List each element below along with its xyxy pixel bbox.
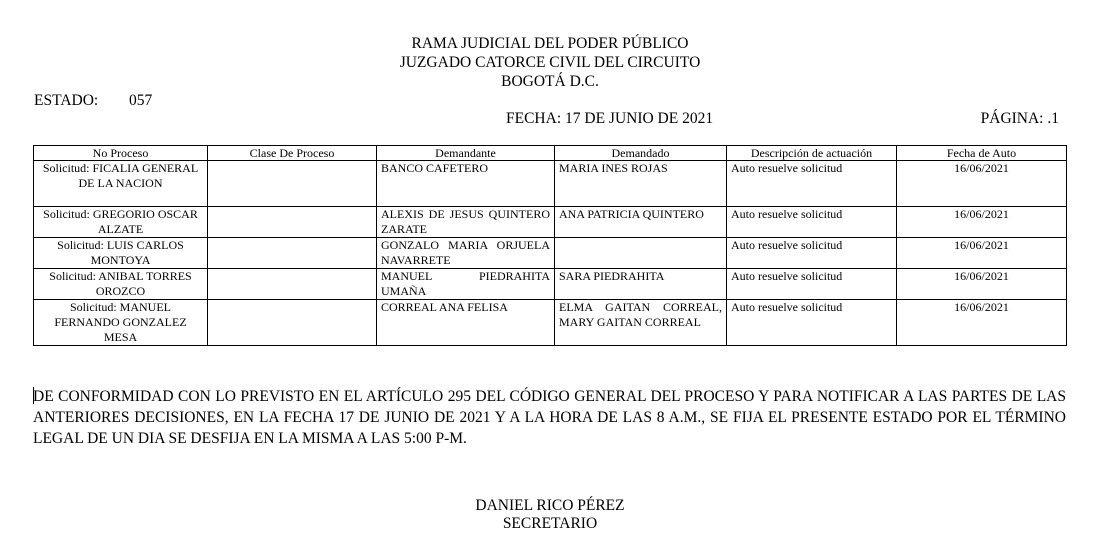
cell-demandado: MARIA INES ROJAS (555, 161, 727, 207)
table-row (34, 269, 1067, 300)
column-header-demandado: Demandado (555, 146, 727, 161)
cell-demandado: SARA PIEDRAHITA (555, 269, 727, 300)
cell-clase-proceso (208, 269, 377, 300)
table-row (34, 300, 1067, 346)
court-name: JUZGADO CATORCE CIVIL DEL CIRCUITO (399, 54, 701, 71)
cell-no-proceso: Solicitud: ANIBAL TORRES OROZCO (34, 269, 208, 300)
cell-clase-proceso (208, 161, 377, 207)
table-row (34, 207, 1067, 238)
column-header-fecha-auto: Fecha de Auto (897, 146, 1067, 161)
cell-demandante: BANCO CAFETERO (377, 161, 555, 207)
notification-paragraph: DE CONFORMIDAD CON LO PREVISTO EN EL ARTÍCULO 295 DEL CÓDIGO GENERAL DEL PROCESO Y PARA NOTIFICAR A LAS PARTES DE LAS ANTERIORES DECISIONES, EN LA FECHA 17 DE JUNIO DE 2021 Y A LA HORA DE LAS 8 A.M., SE FIJA EL PRESENTE ESTADO POR EL TÉRMINO LEGAL DE UN DIA SE DESFIJA EN LA MISMA A LAS 5:00 P-M. (33, 388, 1066, 447)
cell-descripcion: Auto resuelve solicitud (727, 161, 897, 207)
cell-fecha-auto: 16/06/2021 (897, 161, 1067, 207)
cell-clase-proceso (208, 238, 377, 269)
court-city: BOGOTÁ D.C. (501, 73, 599, 90)
cell-descripcion: Auto resuelve solicitud (727, 238, 897, 269)
cell-clase-proceso (208, 207, 377, 238)
signature-name: DANIEL RICO PÉREZ (475, 497, 625, 514)
estado-label: ESTADO: (34, 92, 99, 109)
cell-no-proceso: Solicitud: MANUEL FERNANDO GONZALEZ MESA (34, 300, 208, 346)
cell-demandante: GONZALO MARIA ORJUELA NAVARRETE (377, 238, 555, 269)
column-header-no-proceso: No Proceso (34, 146, 208, 161)
table-header-row (34, 146, 1067, 161)
signature-title: SECRETARIO (502, 515, 598, 532)
table-row (34, 161, 1067, 207)
cell-demandado: ELMA GAITAN CORREAL, MARY GAITAN CORREAL (555, 300, 727, 346)
cell-demandante: MANUEL PIEDRAHITA UMAÑA (377, 269, 555, 300)
cell-no-proceso: Solicitud: GREGORIO OSCAR ALZATE (34, 207, 208, 238)
cell-no-proceso: Solicitud: LUIS CARLOS MONTOYA (34, 238, 208, 269)
cell-fecha-auto: 16/06/2021 (897, 238, 1067, 269)
court-branch-title: RAMA JUDICIAL DEL PODER PÚBLICO (411, 35, 689, 52)
cell-fecha-auto: 16/06/2021 (897, 269, 1067, 300)
cell-descripcion: Auto resuelve solicitud (727, 207, 897, 238)
cell-fecha-auto: 16/06/2021 (897, 300, 1067, 346)
cell-fecha-auto: 16/06/2021 (897, 207, 1067, 238)
column-header-descripcion: Descripción de actuación (727, 146, 897, 161)
estado-table (33, 145, 1067, 346)
column-header-clase-proceso: Clase De Proceso (208, 146, 377, 161)
cell-clase-proceso (208, 300, 377, 346)
page-number: PÁGINA: .1 (980, 110, 1059, 127)
cell-demandado: ANA PATRICIA QUINTERO (555, 207, 727, 238)
cell-descripcion: Auto resuelve solicitud (727, 300, 897, 346)
table-row (34, 238, 1067, 269)
column-header-demandante: Demandante (377, 146, 555, 161)
cell-demandado (555, 238, 727, 269)
cell-descripcion: Auto resuelve solicitud (727, 269, 897, 300)
estado-number: 057 (129, 92, 153, 109)
document-date: FECHA: 17 DE JUNIO DE 2021 (506, 110, 714, 127)
cell-no-proceso: Solicitud: FICALIA GENERAL DE LA NACION (34, 161, 208, 207)
cell-demandante: ALEXIS DE JESUS QUINTERO ZARATE (377, 207, 555, 238)
cell-demandante: CORREAL ANA FELISA (377, 300, 555, 346)
